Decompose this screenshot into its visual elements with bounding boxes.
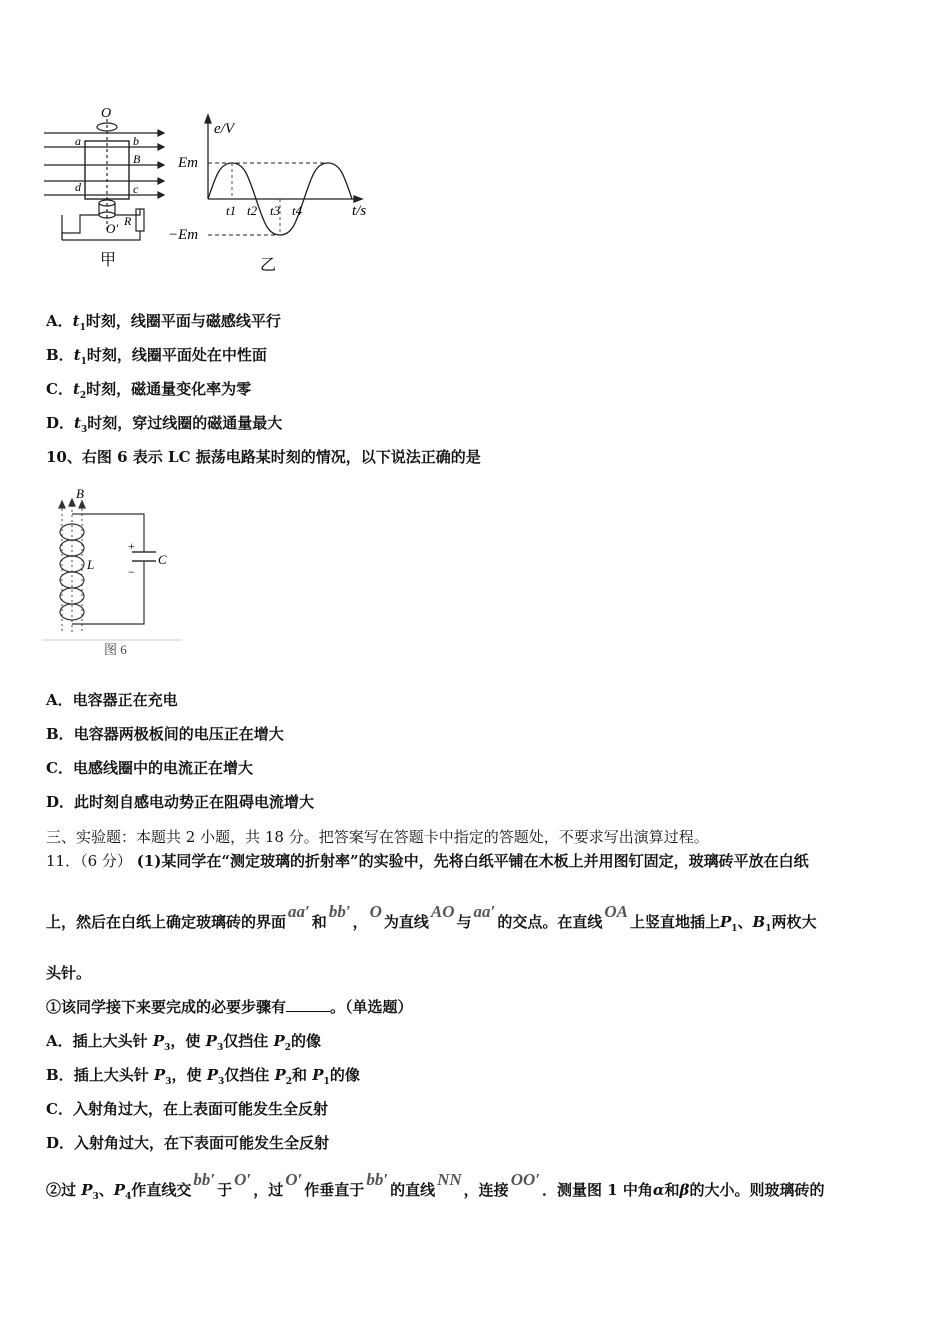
tick-t4: t4 xyxy=(292,203,303,218)
q11-option-b[interactable]: B．插上大头针 $P_3$，使 $P_3$仅挡住 $P_2$和 $P_1$的像 xyxy=(46,1066,360,1087)
answer-blank[interactable] xyxy=(286,997,330,1012)
label-O: O xyxy=(101,106,112,121)
x-axis-label: t/s xyxy=(352,203,367,219)
q11-option-a[interactable]: A．插上大头针 $P_3$，使 $P_3$仅挡住 $P_2$的像 xyxy=(46,1032,321,1053)
q11-line3: 头针。 xyxy=(46,964,92,982)
q10-option-c[interactable]: C．电感线圈中的电流正在增大 xyxy=(46,759,253,777)
q11-line1: 11．（6 分） (1)某同学在“测定玻璃的折射率”的实验中，先将白纸平铺在木板上并用图钉固定，玻璃砖平放在白纸 xyxy=(46,852,809,870)
tick-t3: t3 xyxy=(270,203,281,218)
fig6-minus: − xyxy=(128,565,135,579)
q11-sub1: ①该同学接下来要完成的必要步骤有 。（单选题） xyxy=(46,998,413,1016)
figure-jia xyxy=(44,119,164,240)
fig6-label-L: L xyxy=(87,557,95,572)
q11-sub2: ②过 $P_3$、$P_4$作直线交bb′于O′，过O′作垂直于bb′的直线NN，连接OO′．测量图 1 中角α和β的大小。则玻璃砖的 xyxy=(46,1170,825,1202)
fig6-caption: 图 6 xyxy=(104,642,127,657)
q11-option-c[interactable]: C．入射角过大，在上表面可能发生全反射 xyxy=(46,1100,328,1118)
label-b: b xyxy=(133,134,139,148)
q9-option-b[interactable]: B．$t_1$时刻，线圈平面处在中性面 xyxy=(46,346,267,367)
q9-option-d[interactable]: D．$t_3$时刻，穿过线圈的磁通量最大 xyxy=(46,414,283,435)
label-d: d xyxy=(75,180,81,194)
label-c: c xyxy=(133,182,139,196)
q10-option-a[interactable]: A．电容器正在充电 xyxy=(46,691,178,709)
label-B: B xyxy=(133,152,141,166)
y-axis-label: e/V xyxy=(214,121,234,137)
fig6-label-B: B xyxy=(76,486,84,501)
q11-line2: 上，然后在白纸上确定玻璃砖的界面aa′和bb′，O为直线AO与aa′的交点。在直线OA上竖直地插上$P_1$、$B_1$两枚大 xyxy=(46,902,817,934)
figure-lc-circuit xyxy=(42,484,192,664)
figure-generator-and-waveform xyxy=(40,105,390,280)
q9-option-a[interactable]: A．$t_1$时刻，线圈平面与磁感线平行 xyxy=(46,312,281,333)
q10-option-d[interactable]: D．此时刻自感电动势正在阻碍电流增大 xyxy=(46,793,315,811)
fig6-plus: + xyxy=(128,539,135,553)
caption-jia: 甲 xyxy=(100,252,117,269)
fig6-label-C: C xyxy=(158,552,167,567)
caption-yi: 乙 xyxy=(260,257,277,274)
em-label: Em xyxy=(178,155,198,171)
tick-t1: t1 xyxy=(226,203,237,218)
label-O-prime: O′ xyxy=(106,221,119,236)
q11-option-d[interactable]: D．入射角过大，在下表面可能发生全反射 xyxy=(46,1134,330,1152)
tick-t2: t2 xyxy=(247,203,258,218)
label-a: a xyxy=(75,134,81,148)
neg-em-label: −Em xyxy=(168,227,199,243)
label-R: R xyxy=(124,214,132,228)
q10-option-b[interactable]: B．电容器两极板间的电压正在增大 xyxy=(46,725,284,743)
section3-heading: 三、实验题：本题共 2 小题，共 18 分。把答案写在答题卡中指定的答题处，不要求写出演算过程。 xyxy=(46,828,709,846)
q10-stem: 10、右图 6 表示 LC 振荡电路某时刻的情况，以下说法正确的是 xyxy=(46,448,481,466)
q9-option-c[interactable]: C．$t_2$时刻，磁通量变化率为零 xyxy=(46,380,252,401)
